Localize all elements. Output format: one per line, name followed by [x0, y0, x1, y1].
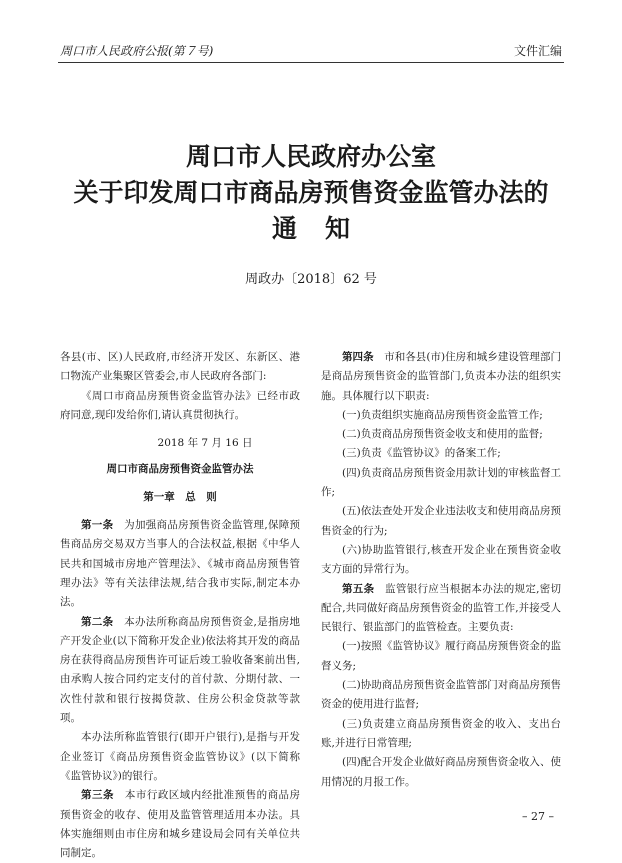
issue-date: 2018 年 7 月 16 日: [157, 437, 253, 450]
title-line-1: 周口市人民政府办公室: [185, 142, 436, 171]
article-5-item: (四)配合开发企业做好商品房预售资金收入、使用情况的月报工作。: [321, 756, 561, 788]
article-4-item: (六)协助监管银行,核查开发企业在预售资金收支方面的异常行为。: [321, 543, 561, 576]
article-5-item: (一)按照《监管协议》履行商品房预售资金的监督义务;: [321, 640, 561, 672]
article-label: 第三条: [81, 789, 114, 802]
article-text: 为加强商品房预售资金监管理,保障预售商品房交易双方当事人的合法权益,根据《中华人民共和国城市房地产管理法》、《城市商品房预售管理办法》等有关法律法规,结合我市实际,制定本办法。: [60, 519, 301, 609]
article-4-item: (一)负责组织实施商品房预售资金监管工作;: [342, 408, 543, 421]
article-text: 监管银行应当根据本办法的规定,密切配合,共同做好商品房预售资金的监管工作,并接受人民银行、银监部门的监管检查。主要负责:: [321, 582, 562, 634]
article-4-item: (五)依法查处开发企业违法收支和使用商品房预售资金的行为;: [321, 505, 561, 537]
title-line-2: 关于印发周口市商品房预售资金监管办法的: [73, 178, 549, 207]
article-text: 市和各县(市)住房和城乡建设管理部门是商品房预售资金的监管部门,负责本办法的组织实施。具体履行以下职责:: [321, 351, 562, 402]
left-column: [60, 348, 300, 863]
title-line-3: 通知: [271, 214, 378, 243]
article-label: 第一条: [81, 519, 114, 532]
article-text: 本市行政区域内经批准预售的商品房预售资金的收存、使用及监管管理适用本办法。具体实施细则由市住房和城乡建设局会同有关单位共同制定。: [60, 789, 301, 860]
article-1: [60, 516, 300, 612]
article-2-para-2: 本办法所称监管银行(即开户银行),是指与开发企业签订《商品房预售资金监管协议》(以下简称《监管协议》)的银行。: [60, 731, 300, 782]
chapter-heading: 第一章 总 则: [143, 490, 217, 503]
right-column: [321, 348, 561, 792]
section-label: 文件汇编: [513, 44, 562, 58]
article-5-item: (三)负责建立商品房预售资金的收入、支出台账,并进行日常管理;: [321, 717, 561, 749]
recipients: 各县(市、区)人民政府,市经济开发区、东新区、港口物流产业集聚区管委会,市人民政府各部门:: [60, 351, 300, 383]
measures-title: 周口市商品房预售资金监管办法: [106, 463, 254, 476]
article-3: [60, 786, 300, 863]
journal-title: 周口市人民政府公报(第７号): [60, 44, 214, 58]
document-number: 周政办〔2018〕62 号: [245, 272, 377, 287]
article-label: 第四条: [342, 351, 374, 363]
article-text: 本办法所称商品房预售资金,是指房地产开发企业(以下简称开发企业)依法将其开发的商品房在获得商品房预售许可证后竣工验收备案前出售,由承购人按合同约定支付的首付款、分期付款、一次性付款和银行按揭贷款、住房公积金贷款等款项。: [60, 615, 301, 725]
article-4-item: (二)负责商品房预售资金收支和使用的监督;: [342, 428, 543, 441]
page-number: – 27 –: [522, 810, 554, 823]
article-4: [321, 348, 561, 406]
article-label: 第五条: [342, 582, 375, 595]
article-4-item: (三)负责《监管协议》的备案工作;: [342, 447, 501, 460]
article-2: [60, 613, 300, 729]
header-rule: [58, 62, 564, 63]
article-4-item: (四)负责商品房预售资金用款计划的审核监督工作;: [321, 466, 561, 499]
article-5-item: (二)协助商品房预售资金监管部门对商品房预售资金的使用进行监督;: [321, 679, 561, 711]
article-label: 第二条: [81, 615, 114, 628]
article-5: [321, 580, 561, 638]
notice-body: 《周口市商品房预售资金监管办法》已经市政府同意,现印发给你们,请认真贯彻执行。: [60, 389, 300, 421]
